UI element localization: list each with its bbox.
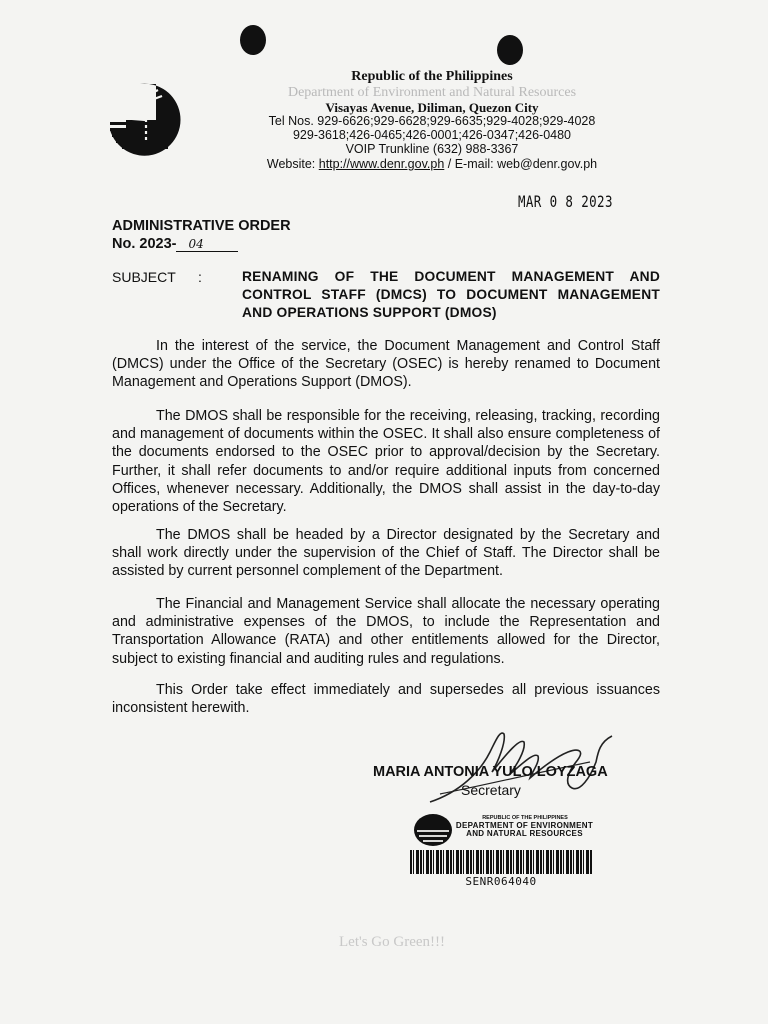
paragraph-1: In the interest of the service, the Document Management and Control Staff (DMCS) under the Office of the Secretary (OSEC) is hereby renamed to Document Management and Operations Support (DMOS). xyxy=(112,338,660,391)
website-label: Website: xyxy=(266,157,319,171)
department-name: Department of Environment and Natural Resources xyxy=(287,85,577,100)
paragraph-5: This Order take effect immediately and supersedes all previous issuances inconsistent herewith. xyxy=(112,682,660,717)
order-number-prefix: No. 2023- xyxy=(112,236,177,252)
paragraph-4: The Financial and Management Service shall allocate the necessary operating and administrative expenses of the DMOS, to include the Representation and Transportation Allowance (RATA) and other entitlements allowed for the Director, subject to existing financial and auditing rules and regulations. xyxy=(112,596,660,667)
address-line: Visayas Avenue, Diliman, Quezon City xyxy=(325,100,539,115)
order-title: ADMINISTRATIVE ORDER xyxy=(112,218,291,234)
signatory-name: MARIA ANTONIA YULO LOYZAGA xyxy=(373,764,608,780)
tel-line-2: 929-3618;426-0465;426-0001;426-0347;426-0480 xyxy=(292,128,572,142)
paragraph-2: The DMOS shall be responsible for the receiving, releasing, tracking, recording and management of documents within the OSEC. It shall also ensure completeness of the documents endorsed to the OSEC prior to approval/decision by the Secretary. Further, it shall refer documents to and/or require additional inputs from concerned Offices, whenever necessary. Additionally, the DMOS shall assist in the day-to-day operations of the Secretary. xyxy=(112,408,660,516)
subject-text: RENAMING OF THE DOCUMENT MANAGEMENT AND CONTROL STAFF (DMCS) TO DOCUMENT MANAGEMENT AND OPERATIONS SUPPORT (DMOS) xyxy=(242,269,660,320)
punch-hole-left xyxy=(240,25,266,55)
subject-label: SUBJECT xyxy=(112,269,176,285)
sticker-line-3: AND NATURAL RESOURCES xyxy=(466,829,583,838)
paragraph-3: The DMOS shall be headed by a Director designated by the Secretary and shall work directly under the supervision of the Chief of Staff. The Director shall be assisted by current personnel complement of the Department. xyxy=(112,527,660,580)
tel-line-1: Tel Nos. 929-6626;929-6628;929-6635;929-4028;929-4028 xyxy=(268,114,596,128)
barcode-number: SENR064040 xyxy=(465,875,537,888)
sticker-denr-logo-icon xyxy=(413,813,453,847)
date-stamp: MAR 0 8 2023 xyxy=(518,192,613,211)
republic-heading: Republic of the Philippines xyxy=(351,69,513,84)
signatory-title: Secretary xyxy=(461,782,521,798)
email-label: / E-mail: web@denr.gov.ph xyxy=(444,157,598,171)
barcode xyxy=(410,850,592,874)
order-number xyxy=(112,236,238,252)
order-number-handwritten: 04 xyxy=(176,237,238,252)
website-link[interactable]: http://www.denr.gov.ph xyxy=(318,157,445,171)
footer-slogan: Let's Go Green!!! xyxy=(339,934,445,950)
sticker-line-2: DEPARTMENT OF ENVIRONMENT xyxy=(455,821,594,830)
subject-colon: : xyxy=(198,269,202,285)
sticker-line-1: REPUBLIC OF THE PHILIPPINES xyxy=(482,815,568,821)
website-line xyxy=(48,157,768,171)
punch-hole-right xyxy=(497,35,523,65)
voip-line: VOIP Trunkline (632) 988-3367 xyxy=(345,142,519,156)
